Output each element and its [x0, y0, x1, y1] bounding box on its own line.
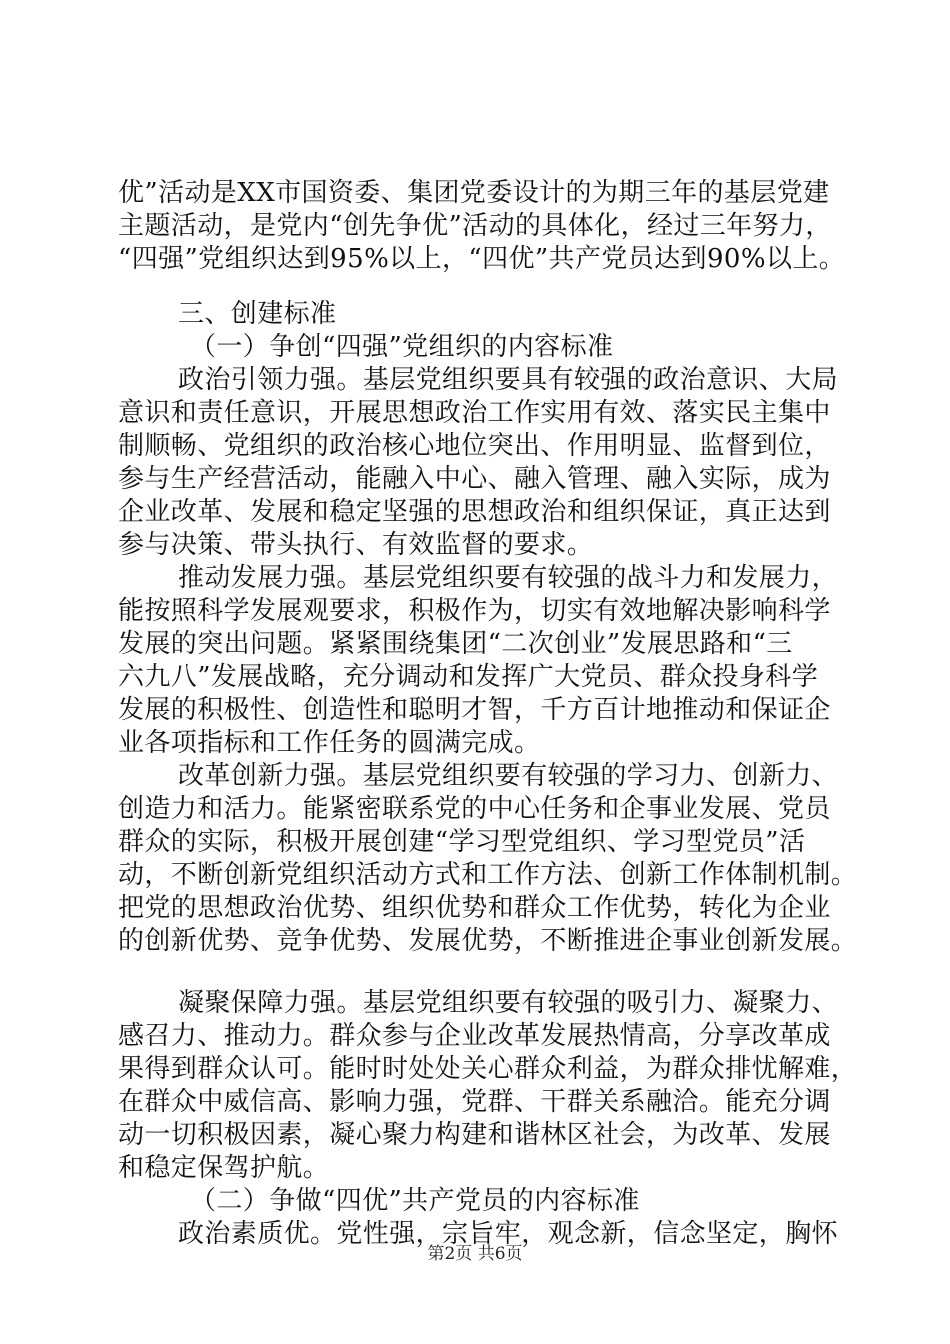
text-line: 能按照科学发展观要求，积极作为，切实有效地解决影响科学 [118, 596, 831, 626]
text-line: 政治引领力强。基层党组织要具有较强的政治意识、大局 [178, 365, 839, 395]
text-line: 企业改革、发展和稳定坚强的思想政治和组织保证，真正达到 [118, 497, 831, 527]
text-line: 参与决策、带头执行、有效监督的要求。 [118, 530, 594, 560]
paragraph-development [118, 562, 848, 760]
text-line: 意识和责任意识，开展思想政治工作实用有效、落实民主集中 [118, 398, 831, 428]
text-line: 业各项指标和工作任务的圆满完成。 [118, 728, 541, 758]
text-line: 发展的积极性、创造性和聪明才智，千方百计地推动和保证企 [118, 695, 831, 725]
text-line: 发展的突出问题。紧紧围绕集团“二次创业”发展思路和“三 [118, 629, 793, 659]
text-line: 政治素质优。党性强，宗旨牢，观念新，信念坚定，胸怀 [178, 1219, 839, 1249]
paragraph-cohesion [118, 987, 858, 1185]
page-number: 第2页 共6页 [427, 1244, 523, 1264]
text-line: 制顺畅、党组织的政治核心地位突出、作用明显、监督到位， [118, 431, 831, 461]
text-line: 群众的实际，积极开展创建“学习型党组织、学习型党员”活 [118, 827, 806, 857]
text-line: 参与生产经营活动，能融入中心、融入管理、融入实际，成为 [118, 464, 831, 494]
paragraph-political-leadership [118, 364, 848, 562]
paragraph-reform [118, 760, 858, 958]
sub-heading-four-excellent [118, 1185, 848, 1218]
text-line: 主题活动，是党内“创先争优”活动的具体化，经过三年努力， [118, 211, 832, 241]
page-footer [0, 1243, 950, 1265]
text-line: 动一切积极因素，凝心聚力构建和谐林区社会，为改革、发展 [118, 1120, 831, 1150]
text-line: 优”活动是XX市国资委、集团党委设计的为期三年的基层党建 [118, 178, 830, 208]
text-line: “四强”党组织达到95%以上，“四优”共产党员达到90%以上。 [118, 244, 846, 274]
text-line: 感召力、推动力。群众参与企业改革发展热情高，分享改革成 [118, 1021, 831, 1051]
text-line: 推动发展力强。基层党组织要有较强的战斗力和发展力， [178, 563, 839, 593]
section-heading [118, 298, 848, 331]
text-line: 改革创新力强。基层党组织要有较强的学习力、创新力、 [178, 761, 839, 791]
text-line: 和稳定保驾护航。 [118, 1153, 330, 1183]
text-line: 把党的思想政治优势、组织优势和群众工作优势，转化为企业 [118, 893, 831, 923]
text-line: 六九八”发展战略，充分调动和发挥广大党员、群众投身科学 [118, 662, 819, 692]
text-line: 创造力和活力。能紧密联系党的中心任务和企事业发展、党员 [118, 794, 831, 824]
sub-title: （二）争做“四优”共产党员的内容标准 [190, 1186, 640, 1216]
sub-heading-four-strong [118, 331, 848, 364]
section-title: 三、创建标准 [178, 299, 337, 329]
intro-paragraph [118, 177, 848, 276]
sub-title: （一）争创“四强”党组织的内容标准 [190, 332, 614, 362]
text-line: 的创新优势、竞争优势、发展优势，不断推进企事业创新发展。 [118, 926, 858, 956]
text-line: 凝聚保障力强。基层党组织要有较强的吸引力、凝聚力、 [178, 988, 839, 1018]
text-line: 在群众中威信高、影响力强，党群、干群关系融洽。能充分调 [118, 1087, 831, 1117]
text-line: 动，不断创新党组织活动方式和工作方法、创新工作体制机制。 [118, 860, 858, 890]
text-line: 果得到群众认可。能时时处处关心群众利益，为群众排忧解难， [118, 1054, 858, 1084]
